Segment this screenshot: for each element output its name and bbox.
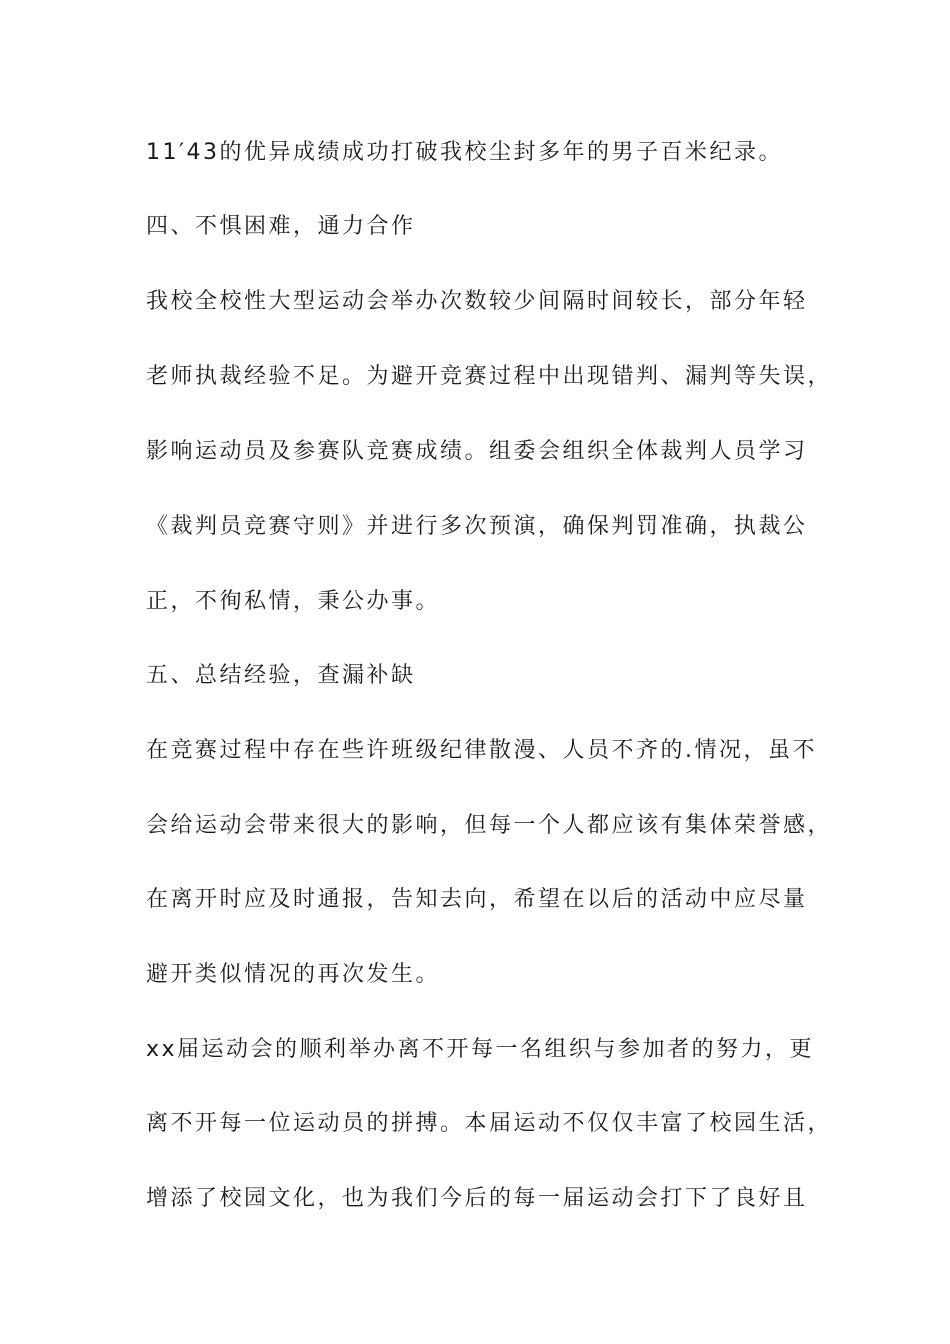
paragraph-line: 会给运动会带来很大的影响，但每一个人都应该有集体荣誉感，: [146, 813, 833, 838]
paragraph-line: xx届运动会的顺利举办离不开每一名组织与参加者的努力，更: [146, 1037, 815, 1062]
paragraph-line: 离不开每一位运动员的拼搏。本届运动不仅仅丰富了校园生活，: [146, 1111, 833, 1136]
paragraph-line: 老师执裁经验不足。为避开竞赛过程中出现错判、漏判等失误，: [146, 364, 833, 389]
paragraph-line: 增添了校园文化，也为我们今后的每一届运动会打下了良好且: [146, 1186, 808, 1211]
paragraph-line: 避开类似情况的再次发生。: [146, 962, 441, 987]
paragraph-line: 在离开时应及时通报，告知去向，希望在以后的活动中应尽量: [146, 887, 808, 912]
paragraph-line: 《裁判员竞赛守则》并进行多次预演，确保判罚准确，执裁公: [146, 514, 808, 539]
paragraph-line: 正，不徇私情，秉公办事。: [146, 589, 441, 614]
section-heading: 四、不惧困难，通力合作: [146, 214, 416, 239]
paragraph-line: 在竞赛过程中存在些许班级纪律散漫、人员不齐的.情况，虽不: [146, 738, 817, 763]
paragraph-line: 11′43的优异成绩成功打破我校尘封多年的男子百米纪录。: [146, 140, 783, 165]
paragraph-line: 影响运动员及参赛队竞赛成绩。组委会组织全体裁判人员学习: [146, 439, 808, 464]
paragraph-line: 我校全校性大型运动会举办次数较少间隔时间较长，部分年轻: [146, 289, 808, 314]
section-heading: 五、总结经验，查漏补缺: [146, 663, 416, 688]
